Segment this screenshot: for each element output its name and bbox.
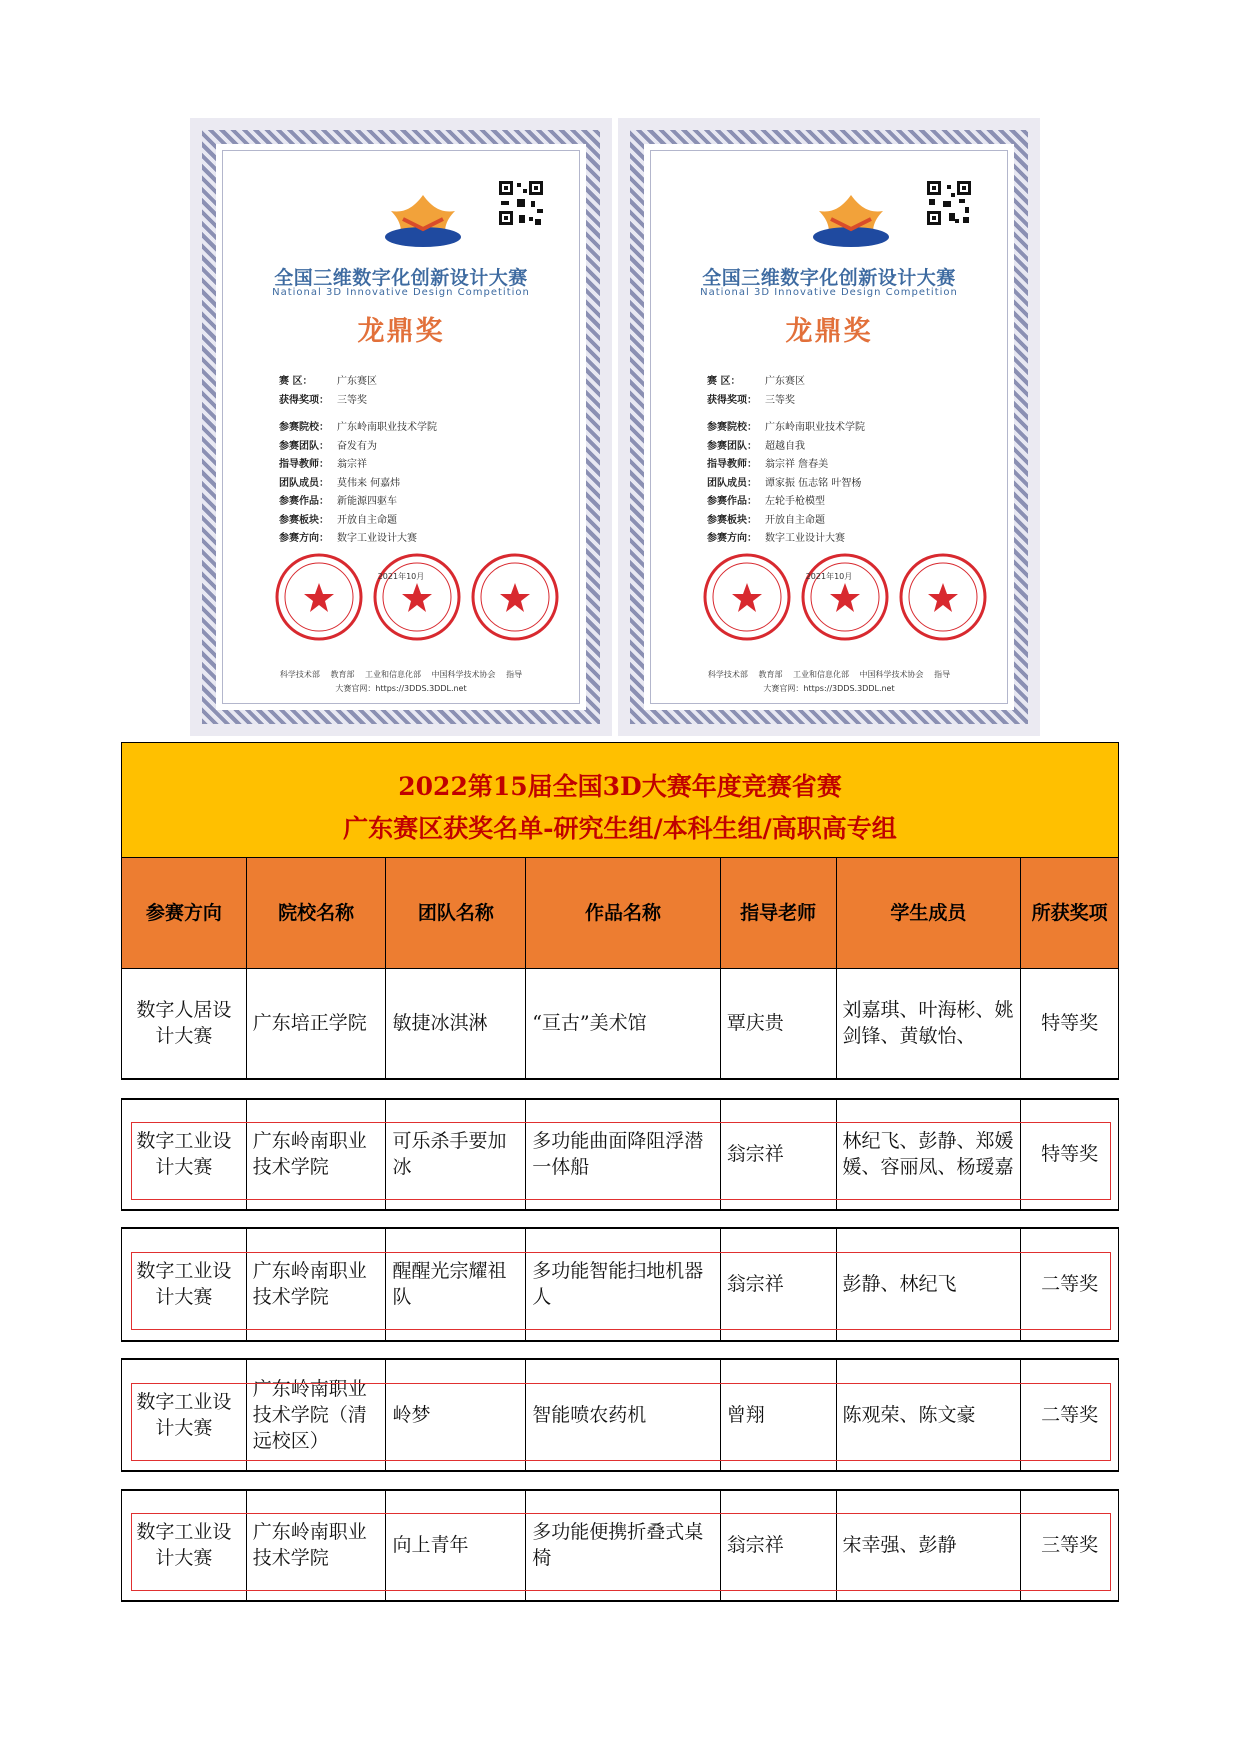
field-key: 赛 区： bbox=[279, 376, 313, 387]
field-value: 数字工业设计大赛 bbox=[337, 533, 417, 544]
cell-team: 敏捷冰淇淋 bbox=[386, 968, 526, 1078]
header-advisor: 指导老师 bbox=[721, 858, 837, 968]
cell-advisor: 翁宗祥 bbox=[721, 1490, 837, 1600]
cell-school: 广东岭南职业技术学院 bbox=[247, 1490, 387, 1600]
field-key: 指导教师： bbox=[707, 459, 757, 470]
cell-award: 二等奖 bbox=[1041, 1273, 1099, 1295]
field-row bbox=[707, 512, 865, 531]
field-value: 超越自我 bbox=[765, 440, 805, 452]
cell-advisor: 翁宗祥 bbox=[721, 1099, 837, 1209]
cell-team: 醒醒光宗耀祖队 bbox=[386, 1228, 526, 1340]
cell-team: 可乐杀手要加冰 bbox=[386, 1099, 526, 1209]
field-key: 参赛院校： bbox=[707, 422, 757, 433]
field-value: 奋发有为 bbox=[337, 440, 377, 452]
qr-code-icon bbox=[497, 179, 545, 227]
competition-logo bbox=[801, 191, 901, 255]
cell-members: 陈观荣、陈文豪 bbox=[837, 1359, 1022, 1470]
certificate-frame bbox=[630, 130, 1028, 724]
table-row bbox=[121, 1228, 1119, 1340]
official-website: 大赛官网：https://3DDS.3DDL.net bbox=[335, 684, 467, 693]
field-value: 三等奖 bbox=[765, 394, 795, 406]
issue-date: 2021年10月 bbox=[377, 572, 425, 581]
cell-school: 广东培正学院 bbox=[247, 968, 387, 1078]
guiding-organizations: 科学技术部 教育部 工业和信息化部 中国科学技术协会 指导 bbox=[707, 670, 951, 679]
table-row bbox=[121, 1099, 1119, 1209]
field-value: 新能源四驱车 bbox=[337, 496, 397, 507]
field-row bbox=[279, 493, 437, 512]
row-divider bbox=[121, 1470, 1119, 1472]
seal-stamp-icon bbox=[799, 551, 891, 643]
cell-direction: 数字人居设计大赛 bbox=[122, 968, 247, 1078]
field-value: 开放自主命题 bbox=[765, 514, 825, 526]
field-key: 赛 区： bbox=[707, 376, 741, 387]
field-key: 参赛板块： bbox=[707, 514, 757, 526]
cell-work: “亘古”美术馆 bbox=[526, 968, 721, 1078]
award-name: 龙鼎奖 bbox=[785, 316, 873, 347]
award-name: 龙鼎奖 bbox=[357, 316, 445, 347]
cell-direction: 数字工业设计大赛 bbox=[122, 1490, 247, 1600]
field-value: 广东赛区 bbox=[337, 376, 377, 387]
header-direction: 参赛方向 bbox=[122, 858, 247, 968]
field-key: 获得奖项： bbox=[707, 394, 757, 406]
cell-advisor: 覃庆贵 bbox=[721, 968, 837, 1078]
row-divider bbox=[121, 1340, 1119, 1342]
certificate-body bbox=[650, 150, 1008, 704]
cell-direction: 数字工业设计大赛 bbox=[122, 1359, 247, 1470]
field-value: 翁宗祥 bbox=[337, 459, 367, 470]
field-row bbox=[707, 493, 865, 512]
header-award: 所获奖项 bbox=[1031, 902, 1108, 924]
field-row bbox=[279, 475, 437, 494]
field-row bbox=[279, 456, 437, 475]
cell-direction: 数字工业设计大赛 bbox=[122, 1099, 247, 1209]
field-key: 团队成员： bbox=[279, 477, 329, 489]
cell-team: 向上青年 bbox=[386, 1490, 526, 1600]
field-value: 广东赛区 bbox=[765, 376, 805, 387]
header-team: 团队名称 bbox=[386, 858, 526, 968]
field-row bbox=[279, 530, 437, 549]
certificate-subtitle: National 3D Innovative Design Competition bbox=[272, 287, 530, 298]
table-header bbox=[121, 857, 1119, 969]
award-list-banner bbox=[121, 742, 1119, 858]
certificate-left bbox=[190, 118, 612, 736]
issue-date: 2021年10月 bbox=[805, 572, 853, 581]
field-row bbox=[707, 419, 865, 438]
guiding-organizations: 科学技术部 教育部 工业和信息化部 中国科学技术协会 指导 bbox=[279, 670, 523, 679]
seal-stamp-icon bbox=[897, 551, 989, 643]
field-value: 莫伟来 何嘉炜 bbox=[337, 477, 401, 489]
cell-award: 二等奖 bbox=[1041, 1403, 1099, 1426]
field-row bbox=[279, 419, 437, 438]
cell-school: 广东岭南职业技术学院 bbox=[247, 1228, 387, 1340]
field-value: 广东岭南职业技术学院 bbox=[765, 422, 865, 433]
header-school: 院校名称 bbox=[247, 858, 387, 968]
cell-work: 多功能智能扫地机器人 bbox=[526, 1228, 721, 1340]
field-key: 指导教师： bbox=[279, 459, 329, 470]
field-value: 三等奖 bbox=[337, 394, 367, 406]
field-key: 参赛方向： bbox=[707, 533, 757, 544]
field-key: 参赛作品： bbox=[707, 496, 757, 507]
cell-school: 广东岭南职业技术学院 bbox=[247, 1099, 387, 1209]
field-row bbox=[707, 392, 865, 411]
row-divider bbox=[121, 1600, 1119, 1602]
field-row bbox=[707, 438, 865, 457]
header-members: 学生成员 bbox=[837, 858, 1022, 968]
seal-stamp-icon bbox=[273, 551, 365, 643]
field-row bbox=[279, 512, 437, 531]
cell-award: 特等奖 bbox=[1041, 1012, 1099, 1034]
qr-code-icon bbox=[925, 179, 973, 227]
field-value: 广东岭南职业技术学院 bbox=[337, 422, 437, 433]
row-divider bbox=[121, 1209, 1119, 1211]
field-key: 参赛团队： bbox=[707, 440, 757, 452]
cell-team: 岭梦 bbox=[386, 1359, 526, 1470]
competition-logo bbox=[373, 191, 473, 255]
field-row bbox=[707, 373, 865, 392]
banner-title-line-1: 2022第15届全国3D大赛年度竞赛省赛 bbox=[398, 772, 842, 801]
field-key: 团队成员： bbox=[707, 477, 757, 489]
table-row bbox=[121, 1490, 1119, 1600]
field-key: 参赛板块： bbox=[279, 514, 329, 526]
cell-members: 宋幸强、彭静 bbox=[837, 1490, 1022, 1600]
field-value: 翁宗祥 詹春美 bbox=[765, 459, 829, 470]
banner-title-line-2: 广东赛区获奖名单-研究生组/本科生组/高职高专组 bbox=[343, 814, 897, 843]
certificate-title: 全国三维数字化创新设计大赛 bbox=[274, 267, 528, 289]
field-key: 参赛作品： bbox=[279, 496, 329, 507]
table-row bbox=[121, 968, 1119, 1078]
field-value: 左轮手枪模型 bbox=[765, 496, 825, 507]
field-row bbox=[707, 530, 865, 549]
field-value: 数字工业设计大赛 bbox=[765, 533, 845, 544]
field-key: 参赛方向： bbox=[279, 533, 329, 544]
cell-members: 刘嘉琪、叶海彬、姚剑锋、黄敏怡、 bbox=[837, 968, 1022, 1078]
field-key: 参赛团队： bbox=[279, 440, 329, 452]
certificate-right bbox=[618, 118, 1040, 736]
certificate-body bbox=[222, 150, 580, 704]
cell-direction: 数字工业设计大赛 bbox=[122, 1228, 247, 1340]
field-row bbox=[279, 373, 437, 392]
certificate-subtitle: National 3D Innovative Design Competition bbox=[700, 287, 958, 298]
cell-work: 多功能曲面降阻浮潜一体船 bbox=[526, 1099, 721, 1209]
cell-members: 林纪飞、彭静、郑媛媛、容丽凤、杨瑷嘉 bbox=[837, 1099, 1022, 1209]
field-row bbox=[279, 438, 437, 457]
row-divider bbox=[121, 1078, 1119, 1080]
cell-award: 特等奖 bbox=[1041, 1143, 1099, 1165]
certificate-fields bbox=[707, 373, 865, 549]
field-row bbox=[279, 392, 437, 411]
seal-stamp-icon bbox=[371, 551, 463, 643]
seal-stamp-icon bbox=[469, 551, 561, 643]
seal-stamp-icon bbox=[701, 551, 793, 643]
official-website: 大赛官网：https://3DDS.3DDL.net bbox=[763, 684, 895, 693]
table-row bbox=[121, 1359, 1119, 1470]
cell-work: 智能喷农药机 bbox=[526, 1359, 721, 1470]
cell-school: 广东岭南职业技术学院（清远校区） bbox=[247, 1359, 387, 1470]
field-row bbox=[707, 456, 865, 475]
field-value: 谭家振 伍志铭 叶智杨 bbox=[765, 477, 862, 489]
field-key: 获得奖项： bbox=[279, 394, 329, 406]
cell-award: 三等奖 bbox=[1041, 1534, 1099, 1556]
certificate-fields bbox=[279, 373, 437, 549]
cell-advisor: 翁宗祥 bbox=[721, 1228, 837, 1340]
cell-work: 多功能便携折叠式桌椅 bbox=[526, 1490, 721, 1600]
certificate-frame bbox=[202, 130, 600, 724]
field-value: 开放自主命题 bbox=[337, 514, 397, 526]
field-key: 参赛院校： bbox=[279, 422, 329, 433]
header-work: 作品名称 bbox=[526, 858, 721, 968]
field-row bbox=[707, 475, 865, 494]
certificate-title: 全国三维数字化创新设计大赛 bbox=[702, 267, 956, 289]
cell-members: 彭静、林纪飞 bbox=[837, 1228, 1022, 1340]
cell-advisor: 曾翔 bbox=[721, 1359, 837, 1470]
